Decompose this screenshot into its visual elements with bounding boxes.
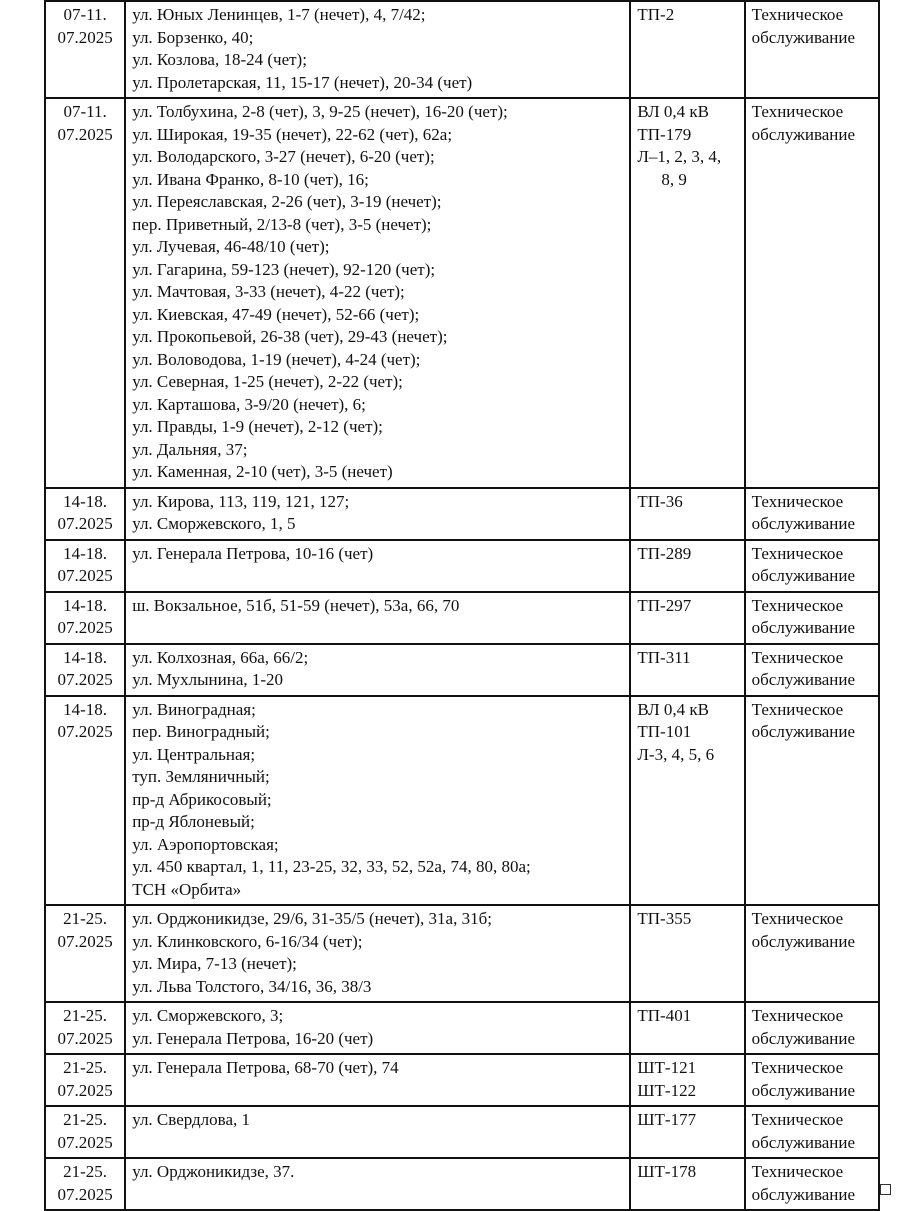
address-line: пер. Виноградный; (132, 722, 270, 741)
address-cell (125, 1002, 630, 1054)
table-body (45, 1, 879, 1210)
address-cell (125, 644, 630, 696)
work-type-cell (745, 1002, 879, 1054)
address-cell (125, 1, 630, 98)
address-line: ул. Козлова, 18-24 (чет); (132, 50, 307, 69)
work-type-cell (745, 1, 879, 98)
date-line: 14-18. (63, 647, 108, 667)
date-cell (45, 540, 125, 592)
table-row (45, 592, 879, 644)
address-line: ул. Центральная; (132, 744, 256, 764)
table-row (45, 696, 879, 906)
work-type-line: обслуживание (751, 618, 856, 637)
date-line: 21-25. (63, 1162, 108, 1181)
date-line: 14-18. (63, 699, 108, 719)
date-line: 07.2025 (57, 1184, 113, 1204)
address-line: ш. Вокзальное, 51б, 51-59 (нечет), 53а, 66, 70 (132, 595, 460, 615)
date-line: 07.2025 (57, 670, 113, 689)
work-type-line: Техническое (751, 647, 844, 667)
date-cell (45, 905, 125, 1002)
address-cell (125, 592, 630, 644)
outage-schedule-table (44, 0, 880, 1211)
address-line: ул. Кирова, 113, 119, 121, 127; (132, 491, 350, 511)
date-line: 07.2025 (57, 566, 113, 585)
work-type-line: обслуживание (751, 931, 856, 951)
address-line: ул. Мира, 7-13 (нечет); (132, 954, 297, 973)
address-line: ул. Киевская, 47-49 (нечет), 52-66 (чет); (132, 304, 420, 324)
address-line: туп. Земляничный; (132, 767, 270, 786)
table-row (45, 1, 879, 98)
work-type-line: Техническое (751, 491, 844, 511)
address-line: ул. Мухлынина, 1-20 (132, 670, 284, 689)
address-line: ул. Льва Толстого, 34/16, 36, 38/3 (132, 976, 372, 996)
work-type-cell (745, 1106, 879, 1158)
date-line: 07.2025 (57, 27, 113, 47)
table-row (45, 1106, 879, 1158)
work-type-line: Техническое (751, 1006, 844, 1025)
address-cell (125, 696, 630, 906)
date-cell (45, 98, 125, 488)
work-type-line: обслуживание (751, 27, 856, 47)
address-line: ул. Орджоникидзе, 29/6, 31-35/5 (нечет), 31а, 31б; (132, 909, 492, 928)
table-row (45, 644, 879, 696)
address-line: ул. Володарского, 3-27 (нечет), 6-20 (чет); (132, 147, 435, 166)
address-line: ул. Правды, 1-9 (нечет), 2-12 (чет); (132, 417, 383, 436)
work-type-line: Техническое (751, 1110, 844, 1129)
date-cell (45, 592, 125, 644)
work-type-line: обслуживание (751, 124, 856, 144)
address-line: ул. Пролетарская, 11, 15-17 (нечет), 20-34 (чет) (132, 72, 473, 92)
address-line: ул. Карташова, 3-9/20 (нечет), 6; (132, 394, 366, 414)
date-line: 07.2025 (57, 722, 113, 741)
object-cell (630, 644, 744, 696)
object-line: ВЛ 0,4 кВ (637, 699, 709, 719)
address-line: ул. Ивана Франко, 8-10 (чет), 16; (132, 169, 369, 189)
date-line: 21-25. (63, 909, 108, 928)
address-line: ул. Северная, 1-25 (нечет), 2-22 (чет); (132, 372, 403, 391)
work-type-line: обслуживание (751, 514, 856, 533)
date-cell (45, 1158, 125, 1210)
address-line: ул. Клинковского, 6-16/34 (чет); (132, 931, 363, 951)
work-type-cell (745, 98, 879, 488)
work-type-line: Техническое (751, 595, 844, 615)
object-line: ТП-289 (637, 543, 692, 563)
work-type-cell (745, 1054, 879, 1106)
work-type-line: обслуживание (751, 1028, 856, 1048)
work-type-cell (745, 540, 879, 592)
address-cell (125, 1158, 630, 1210)
corner-resize-handle[interactable] (880, 1184, 891, 1195)
date-cell (45, 1002, 125, 1054)
date-cell (45, 488, 125, 540)
object-cell (630, 1002, 744, 1054)
date-line: 14-18. (63, 491, 108, 511)
address-line: ул. Аэропортовская; (132, 834, 279, 854)
address-line: ул. Колхозная, 66а, 66/2; (132, 647, 309, 667)
work-type-line: обслуживание (751, 670, 856, 689)
object-line: ТП-297 (637, 595, 692, 615)
table-row (45, 1158, 879, 1210)
address-line: ул. 450 квартал, 1, 11, 23-25, 32, 33, 52, 52а, 74, 80, 80а; (132, 857, 531, 876)
date-line: 07-11. (63, 5, 107, 24)
date-line: 21-25. (63, 1006, 108, 1025)
work-type-cell (745, 488, 879, 540)
table-row (45, 488, 879, 540)
address-line: ул. Мачтовая, 3-33 (нечет), 4-22 (чет); (132, 282, 405, 301)
date-cell (45, 1, 125, 98)
address-line: ул. Сморжевского, 1, 5 (132, 514, 296, 533)
object-cell (630, 488, 744, 540)
address-line: ул. Каменная, 2-10 (чет), 3-5 (нечет) (132, 462, 393, 481)
date-line: 14-18. (63, 543, 108, 563)
work-type-line: обслуживание (751, 1132, 856, 1152)
work-type-line: обслуживание (751, 1080, 856, 1100)
object-line: Л-3, 4, 5, 6 (637, 744, 715, 764)
address-line: ул. Генерала Петрова, 68-70 (чет), 74 (132, 1058, 399, 1077)
date-line: 07-11. (63, 102, 107, 121)
object-line: ШТ-177 (637, 1110, 697, 1129)
work-type-line: Техническое (751, 909, 844, 928)
date-cell (45, 696, 125, 906)
object-cell (630, 540, 744, 592)
object-line: ТП-2 (637, 5, 675, 24)
object-line: ВЛ 0,4 кВ (637, 102, 709, 121)
object-cell (630, 1, 744, 98)
address-line: ул. Широкая, 19-35 (нечет), 22-62 (чет), 62а; (132, 124, 453, 144)
address-line: ул. Юных Ленинцев, 1-7 (нечет), 4, 7/42; (132, 5, 426, 24)
address-cell (125, 98, 630, 488)
address-line: пр-д Абрикосовый; (132, 789, 272, 809)
table-row (45, 1002, 879, 1054)
work-type-line: обслуживание (751, 566, 856, 585)
work-type-line: Техническое (751, 699, 844, 719)
address-cell (125, 488, 630, 540)
object-cell (630, 696, 744, 906)
work-type-line: обслуживание (751, 722, 856, 741)
object-line: ТП-355 (637, 909, 692, 928)
address-line: ул. Дальняя, 37; (132, 439, 248, 459)
address-cell (125, 905, 630, 1002)
object-line: ТП-101 (637, 722, 692, 741)
object-line: ТП-179 (637, 124, 692, 144)
object-line: 8, 9 (661, 169, 687, 189)
date-line: 14-18. (63, 595, 108, 615)
address-line: ул. Сморжевского, 3; (132, 1006, 284, 1025)
date-cell (45, 1054, 125, 1106)
object-cell (630, 592, 744, 644)
address-line: ул. Лучевая, 46-48/10 (чет); (132, 237, 330, 256)
work-type-cell (745, 1158, 879, 1210)
object-cell (630, 1106, 744, 1158)
work-type-cell (745, 592, 879, 644)
address-line: ул. Переяславская, 2-26 (чет), 3-19 (нечет); (132, 192, 442, 211)
object-line: ШТ-121 (637, 1058, 697, 1077)
object-line: ШТ-178 (637, 1162, 697, 1181)
object-line: Л–1, 2, 3, 4, (637, 147, 722, 166)
address-line: пр-д Яблоневый; (132, 812, 255, 831)
table-row (45, 1054, 879, 1106)
address-cell (125, 1106, 630, 1158)
address-line: ул. Генерала Петрова, 16-20 (чет) (132, 1028, 374, 1048)
work-type-line: обслуживание (751, 1184, 856, 1204)
table-row (45, 540, 879, 592)
table-row (45, 905, 879, 1002)
table-row (45, 98, 879, 488)
address-line: ул. Толбухина, 2-8 (чет), 3, 9-25 (нечет), 16-20 (чет); (132, 102, 508, 121)
work-type-line: Техническое (751, 102, 844, 121)
date-cell (45, 1106, 125, 1158)
address-cell (125, 1054, 630, 1106)
object-cell (630, 1158, 744, 1210)
work-type-line: Техническое (751, 1058, 844, 1077)
date-line: 21-25. (63, 1058, 108, 1077)
object-cell (630, 905, 744, 1002)
work-type-cell (745, 905, 879, 1002)
object-line: ТП-311 (637, 647, 691, 667)
date-line: 07.2025 (57, 1132, 113, 1152)
object-cell (630, 98, 744, 488)
address-line: пер. Приветный, 2/13-8 (чет), 3-5 (нечет); (132, 214, 432, 234)
address-line: ул. Орджоникидзе, 37. (132, 1162, 295, 1181)
address-cell (125, 540, 630, 592)
address-line: ул. Воловодова, 1-19 (нечет), 4-24 (чет); (132, 349, 421, 369)
date-line: 07.2025 (57, 514, 113, 533)
work-type-line: Техническое (751, 1162, 844, 1181)
work-type-line: Техническое (751, 5, 844, 24)
date-cell (45, 644, 125, 696)
work-type-cell (745, 644, 879, 696)
address-line: ул. Борзенко, 40; (132, 27, 254, 47)
work-type-cell (745, 696, 879, 906)
work-type-line: Техническое (751, 543, 844, 563)
object-line: ТП-401 (637, 1006, 692, 1025)
address-line: ул. Виноградная; (132, 699, 256, 719)
object-line: ТП-36 (637, 491, 683, 511)
date-line: 07.2025 (57, 931, 113, 951)
address-line: ул. Свердлова, 1 (132, 1110, 250, 1129)
address-line: ул. Генерала Петрова, 10-16 (чет) (132, 543, 374, 563)
address-line: ТСН «Орбита» (132, 879, 242, 899)
date-line: 07.2025 (57, 618, 113, 637)
address-line: ул. Прокопьевой, 26-38 (чет), 29-43 (нечет); (132, 327, 448, 346)
date-line: 21-25. (63, 1110, 108, 1129)
date-line: 07.2025 (57, 1028, 113, 1048)
address-line: ул. Гагарина, 59-123 (нечет), 92-120 (чет); (132, 259, 436, 279)
object-cell (630, 1054, 744, 1106)
object-line: ШТ-122 (637, 1080, 697, 1100)
date-line: 07.2025 (57, 124, 113, 144)
date-line: 07.2025 (57, 1080, 113, 1100)
